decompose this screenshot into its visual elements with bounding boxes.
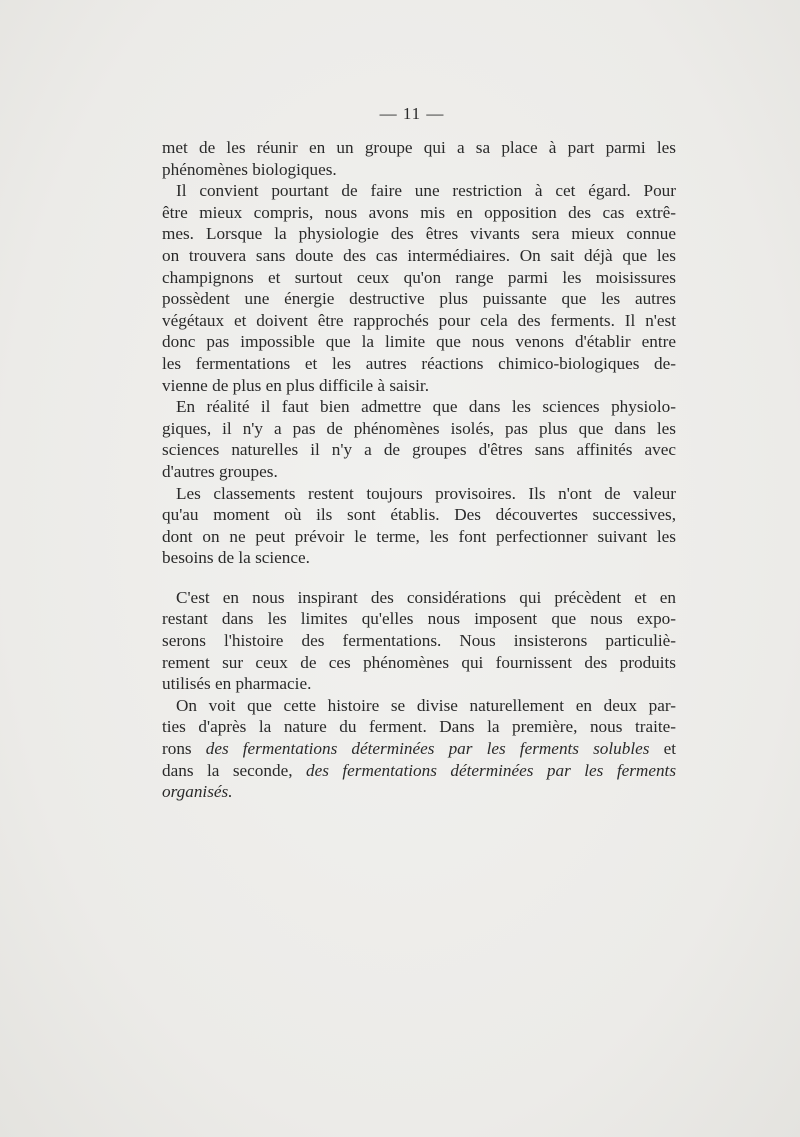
p2-line-10: vienne de plus en plus difficile à saisir. (162, 375, 429, 395)
p6-line-2: ties d'après la nature du ferment. Dans la première, nous traite- (162, 717, 676, 737)
p2-line-5: champignons et surtout ceux qu'on range parmi les moisissures (162, 267, 676, 287)
p5-line-5: utilisés en pharmacie. (162, 674, 312, 694)
p6-line-3 (162, 738, 676, 760)
p5-line-1: C'est en nous inspirant des considérations qui précèdent et en (176, 587, 676, 607)
p2-line-1: Il convient pourtant de faire une restriction à cet égard. Pour (176, 181, 676, 201)
p2-line-3: mes. Lorsque la physiologie des êtres vivants sera mieux connue (162, 224, 676, 244)
p2-line-4: on trouvera sans doute des cas intermédiaires. On sait déjà que les (162, 245, 676, 265)
p3-line-1: En réalité il faut bien admettre que dans les sciences physiolo- (176, 397, 676, 417)
section-gap (162, 569, 676, 587)
p4-line-2: qu'au moment où ils sont établis. Des découvertes successives, (162, 505, 676, 525)
p2-line-8: donc pas impossible que la limite que nous venons d'établir entre (162, 332, 676, 352)
p6-line-3-italic: des fermentations déterminées par les ferments solubles (205, 739, 650, 759)
p5-line-3: serons l'histoire des fermentations. Nous insisterons particuliè- (162, 631, 676, 651)
p2-line-6: possèdent une énergie destructive plus puissante que les autres (162, 289, 676, 309)
p6-line-1: On voit que cette histoire se divise naturellement en deux par- (176, 695, 676, 715)
p2-line-2: être mieux compris, nous avons mis en opposition des cas extrê- (162, 202, 676, 222)
page-body (162, 137, 676, 803)
p4-line-1: Les classements restent toujours provisoires. Ils n'ont de valeur (176, 483, 676, 503)
p6-line-4 (162, 760, 676, 782)
p3-line-2: giques, il n'y a pas de phénomènes isolés, pas plus que dans les (162, 418, 676, 438)
p1-line-1: met de les réunir en un groupe qui a sa place à part parmi les (162, 138, 676, 157)
p5-line-2: restant dans les limites qu'elles nous imposent que nous expo- (162, 609, 676, 629)
p2-line-7: végétaux et doivent être rapprochés pour cela des ferments. Il n'est (162, 310, 676, 330)
p6-line-3-tail: et (663, 739, 676, 759)
p4-line-3: dont on ne peut prévoir le terme, les font perfectionner suivant les (162, 526, 676, 546)
p6-line-5 (162, 781, 676, 803)
p6-line-3-lead: rons (162, 739, 192, 759)
p6-line-4-italic: des fermentations déterminées par les ferments (306, 760, 677, 780)
p2-line-9: les fermentations et les autres réactions chimico-biologiques de- (162, 353, 676, 373)
p6-line-5-italic: organisés. (162, 782, 233, 802)
p3-line-4: d'autres groupes. (162, 461, 278, 481)
p3-line-3: sciences naturelles il n'y a de groupes d'êtres sans affinités avec (162, 440, 676, 460)
p5-line-4: rement sur ceux de ces phénomènes qui fournissent des produits (162, 652, 676, 672)
page-number: — 11 — (379, 104, 445, 123)
p6-line-4-lead: dans la seconde, (162, 760, 293, 780)
p4-line-4: besoins de la science. (162, 548, 310, 568)
p1-line-2: phénomènes biologiques. (162, 159, 337, 179)
